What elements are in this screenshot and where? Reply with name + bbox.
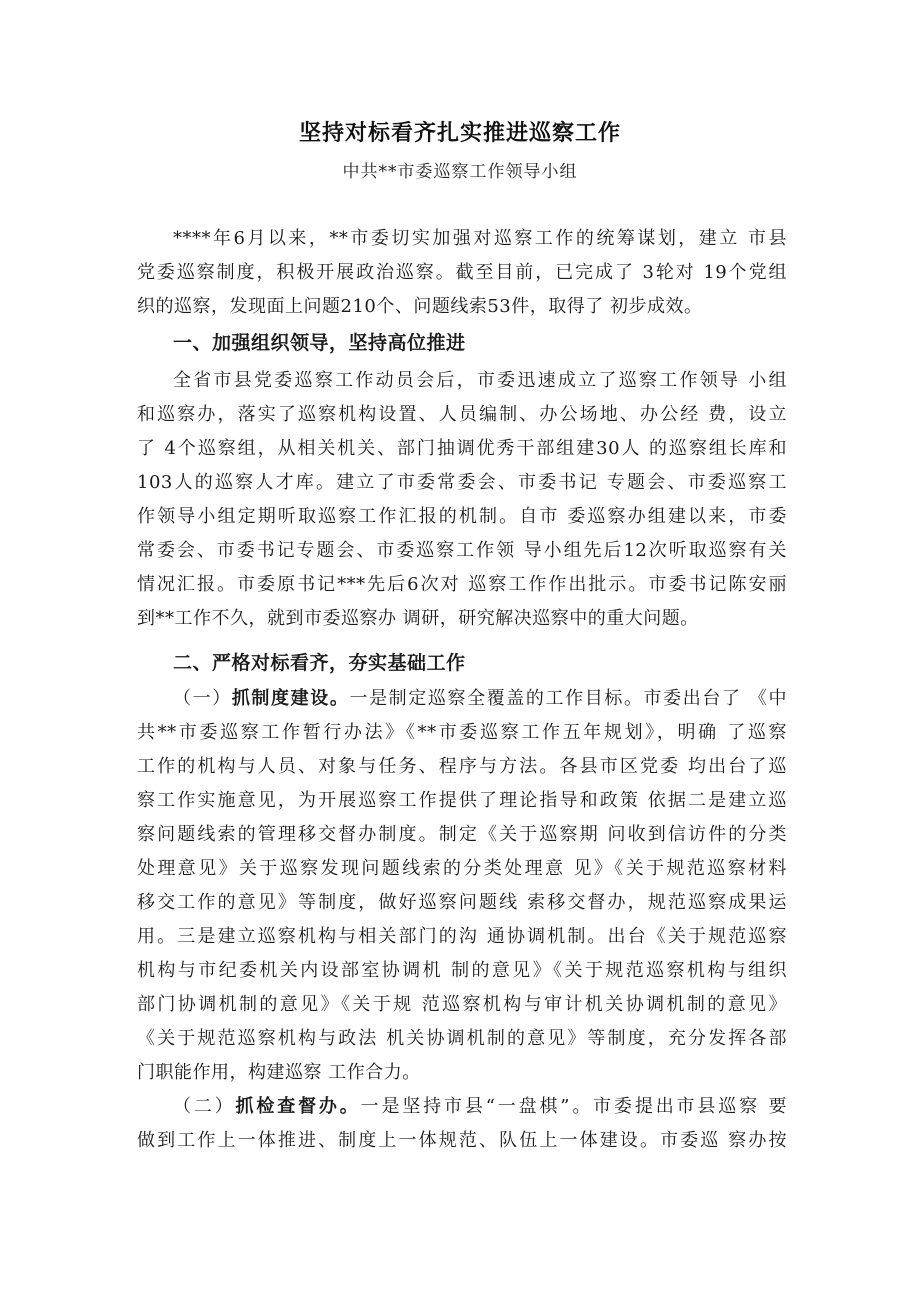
intro-line: ****年6月以来，**市委切实加强对巡察工作的统筹谋划，建立 市县 — [173, 228, 787, 249]
subsection1-line: 机构与市纪委机关内设部室协调机 制的意见》《关于规范巡察机构与组织 — [137, 960, 787, 981]
subsection1-line: 共**市委巡察工作暂行办法》《**市委巡察工作五年规划》，明确 了巡察 — [137, 722, 787, 743]
section1-line: 全省市县党委巡察工作动员会后，市委迅速成立了巡察工作领导 小组 — [173, 370, 787, 391]
subsection1-line: 部门协调机制的意见》《关于规 范巡察机构与审计机关协调机制的意见》 — [137, 994, 787, 1015]
document-title: 坚持对标看齐扎实推进巡察工作 — [298, 121, 621, 146]
subsection1-label: 抓制度建设。 — [231, 688, 350, 709]
subsection1-line: 移交工作的意见》等制度，做好巡察问题线 索移交督办，规范巡察成果运 — [137, 892, 787, 913]
subsection1-line: 工作的机构与人员、对象与任务、程序与方法。各县市区党委 均出台了巡 — [137, 756, 787, 777]
section-heading-2: 二、严格对标看齐，夯实基础工作 — [173, 652, 466, 674]
subsection1-prefix: （一） — [173, 688, 232, 709]
subsection2-first-line — [137, 1090, 787, 1124]
subsection1-line: 察工作实施意见，为开展巡察工作提供了理论指导和政策 依据二是建立巡 — [137, 790, 787, 811]
section1-line: 作领导小组定期听取巡察工作汇报的机制。自市 委巡察办组建以来，市委 — [137, 506, 787, 527]
intro-line: 党委巡察制度，积极开展政治巡察。截至目前，已完成了 3轮对 19个党组 — [137, 262, 787, 283]
section1-line: 103人的巡察人才库。建立了市委常委会、市委书记 专题会、市委巡察工 — [137, 472, 787, 493]
section-heading-1: 一、加强组织领导，坚持高位推进 — [173, 332, 466, 354]
subsection2-label: 抓检查督办。 — [235, 1096, 361, 1117]
document-subtitle: 中共**市委巡察工作领导小组 — [342, 162, 578, 182]
section1-line: 和巡察办，落实了巡察机构设置、人员编制、办公场地、办公经 费，设立 — [137, 404, 787, 425]
section1-line: 常委会、市委书记专题会、市委巡察工作领 导小组先后12次听取巡察有关 — [137, 540, 787, 561]
intro-line: 织的巡察，发现面上问题210个、问题线索53件，取得了 初步成效。 — [137, 296, 703, 317]
subsection1-line: 门职能作用，构建巡察 工作合力。 — [137, 1062, 421, 1083]
subsection1-first-line — [137, 682, 787, 716]
section1-line: 到**工作不久，就到市委巡察办 调研，研究解决巡察中的重大问题。 — [137, 608, 699, 629]
subsection1-line: 《关于规范巡察机构与政法 机关协调机制的意见》等制度，充分发挥各部 — [137, 1028, 787, 1049]
subsection1-line: 处理意见》关于巡察发现问题线索的分类处理意 见》《关于规范巡察材料 — [137, 858, 787, 879]
subsection2-prefix: （二） — [173, 1096, 236, 1117]
subsection1-first-line-text: 一是制定巡察全覆盖的工作目标。市委出台了 《中 — [349, 688, 788, 709]
section1-line: 情况汇报。市委原书记***先后6次对 巡察工作作出批示。市委书记陈安丽 — [137, 574, 787, 595]
subsection1-line: 察问题线索的管理移交督办制度。制定《关于巡察期 问收到信访件的分类 — [137, 824, 787, 845]
subsection1-line: 用。三是建立巡察机构与相关部门的沟 通协调机制。出台《关于规范巡察 — [137, 926, 787, 947]
subsection2-line: 做到工作上一体推进、制度上一体规范、队伍上一体建设。市委巡 察办按 — [137, 1130, 787, 1151]
section1-line: 了 4个巡察组，从相关机关、部门抽调优秀干部组建30人 的巡察组长库和 — [137, 438, 787, 459]
subsection2-first-line-text: 一是坚持市县“一盘棋”。市委提出市县巡察 要 — [360, 1096, 788, 1117]
